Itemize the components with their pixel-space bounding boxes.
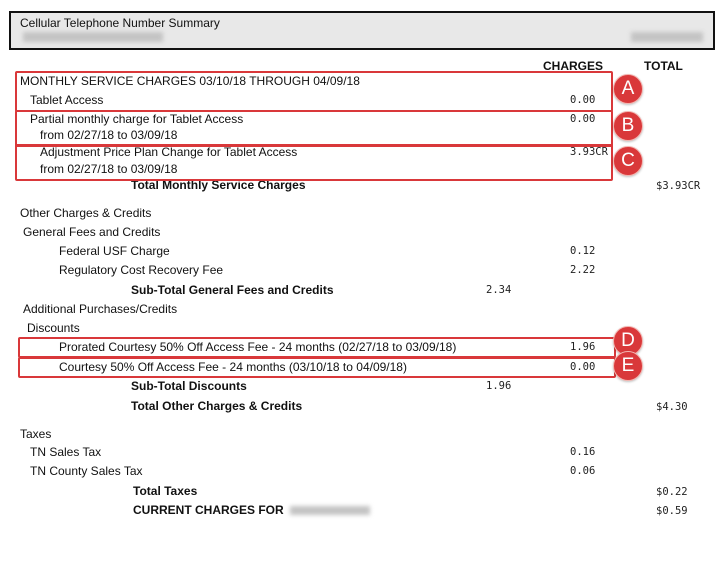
total-taxes-label: Total Taxes	[133, 484, 198, 498]
tablet-access-charge: 0.00	[570, 94, 596, 106]
total-column-header: TOTAL	[644, 59, 683, 73]
adjustment-label: Adjustment Price Plan Change for Tablet Access	[40, 145, 298, 159]
current-charges-label: CURRENT CHARGES FOR	[133, 503, 284, 517]
redacted-phone-number	[631, 32, 703, 42]
redacted-current-number	[290, 506, 370, 515]
tn-county-tax-label: TN County Sales Tax	[30, 464, 143, 478]
total-taxes-value: $0.22	[656, 486, 688, 498]
callout-badge-c: C	[613, 146, 643, 176]
discounts-subtotal-value: 1.96	[486, 380, 512, 392]
taxes-heading: Taxes	[20, 427, 52, 441]
prorated-discount-charge: 1.96	[570, 341, 596, 353]
adjustment-dates: from 02/27/18 to 03/09/18	[40, 162, 178, 176]
total-other-value: $4.30	[656, 401, 688, 413]
monthly-service-heading: MONTHLY SERVICE CHARGES 03/10/18 THROUGH 04/09/18	[20, 74, 360, 88]
highlight-box-c	[15, 144, 613, 181]
discounts-heading: Discounts	[27, 321, 80, 335]
regulatory-fee-label: Regulatory Cost Recovery Fee	[59, 263, 224, 277]
prorated-discount-label: Prorated Courtesy 50% Off Access Fee - 24 months (02/27/18 to 03/09/18)	[59, 340, 457, 354]
tn-sales-tax-label: TN Sales Tax	[30, 445, 102, 459]
general-subtotal-label: Sub-Total General Fees and Credits	[131, 283, 334, 297]
additional-purchases-heading: Additional Purchases/Credits	[23, 302, 178, 316]
highlight-box-e	[18, 357, 616, 378]
highlight-box-d	[18, 337, 616, 358]
highlight-box-b	[15, 110, 613, 147]
partial-charge-dates: from 02/27/18 to 03/09/18	[40, 128, 178, 142]
partial-charge-value: 0.00	[570, 113, 596, 125]
adjustment-charge: 3.93CR	[570, 146, 608, 158]
current-charges-value: $0.59	[656, 505, 688, 517]
summary-title: Cellular Telephone Number Summary	[20, 16, 220, 30]
total-monthly-label: Total Monthly Service Charges	[131, 178, 306, 192]
summary-header	[9, 11, 715, 50]
callout-badge-b: B	[613, 111, 643, 141]
tablet-access-label: Tablet Access	[30, 93, 104, 107]
discounts-subtotal-label: Sub-Total Discounts	[131, 379, 247, 393]
total-other-label: Total Other Charges & Credits	[131, 399, 303, 413]
callout-badge-e: E	[613, 351, 643, 381]
other-charges-heading: Other Charges & Credits	[20, 206, 152, 220]
highlight-box-a	[15, 71, 613, 112]
courtesy-discount-label: Courtesy 50% Off Access Fee - 24 months (03/10/18 to 04/09/18)	[59, 360, 407, 374]
general-fees-heading: General Fees and Credits	[23, 225, 161, 239]
tn-sales-tax-charge: 0.16	[570, 446, 596, 458]
courtesy-discount-charge: 0.00	[570, 361, 596, 373]
partial-charge-label: Partial monthly charge for Tablet Access	[30, 112, 244, 126]
general-subtotal-value: 2.34	[486, 284, 512, 296]
callout-badge-d: D	[613, 326, 643, 356]
redacted-account-name	[23, 32, 163, 42]
federal-usf-label: Federal USF Charge	[59, 244, 170, 258]
total-monthly-value: $3.93CR	[656, 180, 701, 192]
callout-badge-a: A	[613, 74, 643, 104]
federal-usf-charge: 0.12	[570, 245, 596, 257]
regulatory-fee-charge: 2.22	[570, 264, 596, 276]
tn-county-tax-charge: 0.06	[570, 465, 596, 477]
charges-column-header: CHARGES	[543, 59, 604, 73]
